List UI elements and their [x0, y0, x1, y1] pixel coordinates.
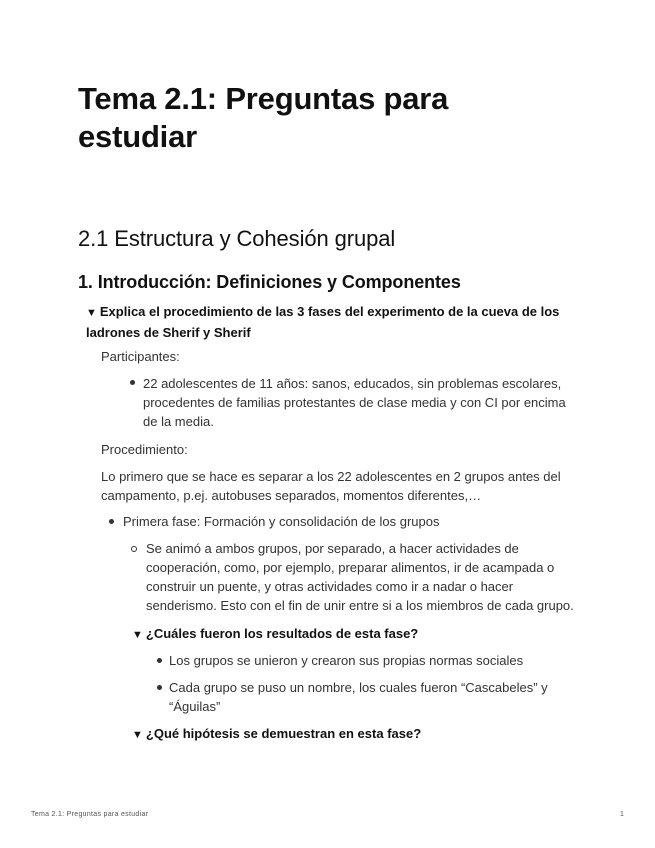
page-number: 1: [620, 811, 625, 818]
bullet-dot: [157, 658, 162, 663]
toggle-triangle-icon: ▼: [132, 729, 143, 741]
toggle-results[interactable]: [132, 624, 418, 645]
bullet-dot: [157, 685, 162, 690]
procedure-text: Lo primero que se hace es separar a los 22 adolescentes en 2 grupos antes del campamento, p.ej. autobuses separados, momentos diferentes,…: [101, 469, 561, 503]
phase1-sub-item: Se animó a ambos grupos, por separado, a hacer actividades de cooperación, como, por ejemplo, preparar alimentos, ir de acampada o construir un puente, y otras actividades como ir a nadar o hacer senderismo. Esto con el fin de unir entre si a los miembros de cada grupo.: [146, 541, 574, 613]
toggle-procedure[interactable]: [86, 302, 561, 342]
toggle-procedure-label: Explica el procedimiento de las 3 fases del experimento de la cueva de los ladrones de Sherif y Sherif: [86, 304, 560, 340]
toggle-hypothesis[interactable]: [132, 724, 421, 745]
subsection-heading: 1. Introducción: Definiciones y Componentes: [78, 272, 461, 292]
section-heading: 2.1 Estructura y Cohesión grupal: [78, 226, 396, 251]
footer-text: Tema 2.1: Preguntas para estudiar: [31, 811, 149, 818]
bullet-circle: [131, 546, 137, 552]
bullet-dot: [130, 380, 135, 385]
procedure-label: Procedimiento:: [101, 442, 188, 457]
participants-label: Participantes:: [101, 349, 180, 364]
toggle-triangle-icon: ▼: [132, 629, 143, 641]
toggle-results-label: ¿Cuáles fueron los resultados de esta fase?: [145, 626, 419, 641]
toggle-triangle-icon: ▼: [86, 307, 97, 319]
bullet-dot: [109, 519, 114, 524]
result-item: Los grupos se unieron y crearon sus propias normas sociales: [169, 653, 524, 668]
participants-item: 22 adolescentes de 11 años: sanos, educados, sin problemas escolares, procedentes de familias protestantes de clase media y con CI por encima de la media.: [143, 376, 566, 429]
result-item: Cada grupo se puso un nombre, los cuales fueron “Cascabeles” y “Águilas”: [169, 680, 548, 714]
phase1-item: Primera fase: Formación y consolidación de los grupos: [123, 514, 440, 529]
page-title: Tema 2.1: Preguntas para estudiar: [78, 81, 449, 154]
toggle-hypothesis-label: ¿Qué hipótesis se demuestran en esta fase?: [145, 726, 422, 741]
